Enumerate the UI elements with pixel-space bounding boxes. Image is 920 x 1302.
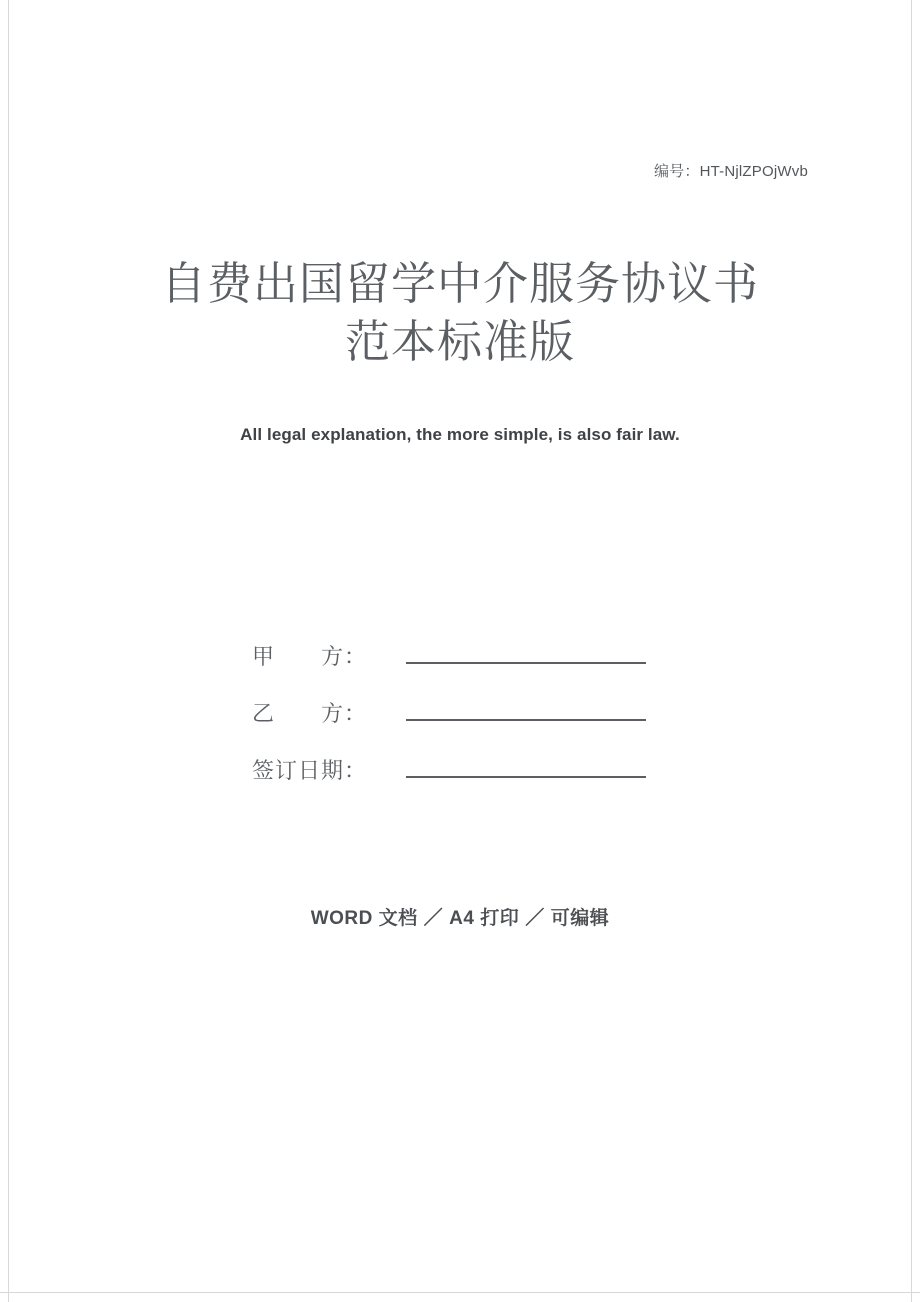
- document-subtitle: All legal explanation, the more simple, is also fair law.: [240, 425, 680, 444]
- sign-date-label: 签订日期：: [252, 758, 368, 783]
- field-row-sign-date: [252, 754, 682, 785]
- footer-separator-1: ／: [423, 908, 444, 929]
- page-border-right: [911, 0, 912, 1302]
- sign-date-input-line[interactable]: [406, 756, 646, 778]
- footer-separator-2: ／: [525, 908, 545, 929]
- footer-part-word: WORD 文档: [310, 908, 418, 929]
- field-row-party-b: [252, 697, 682, 728]
- party-b-label: 乙 方：: [252, 701, 368, 726]
- title-line-2: 范本标准版: [344, 316, 575, 367]
- page-border-left: [8, 0, 9, 1302]
- title-line-1: 自费出国留学中介服务协议书: [160, 258, 759, 309]
- party-a-label: 甲 方：: [252, 644, 368, 669]
- page-border-bottom: [0, 1292, 920, 1293]
- footer-part-print: A4 打印: [449, 908, 520, 929]
- document-code: 编号：HT-NjlZPOjWvb: [653, 163, 808, 180]
- footer-part-editable: 可编辑: [550, 908, 610, 929]
- party-a-input-line[interactable]: [406, 642, 646, 664]
- document-title: [0, 255, 920, 371]
- field-row-party-a: [252, 640, 682, 671]
- signature-fields: [252, 640, 682, 811]
- footer-note: [0, 903, 920, 930]
- party-b-input-line[interactable]: [406, 699, 646, 721]
